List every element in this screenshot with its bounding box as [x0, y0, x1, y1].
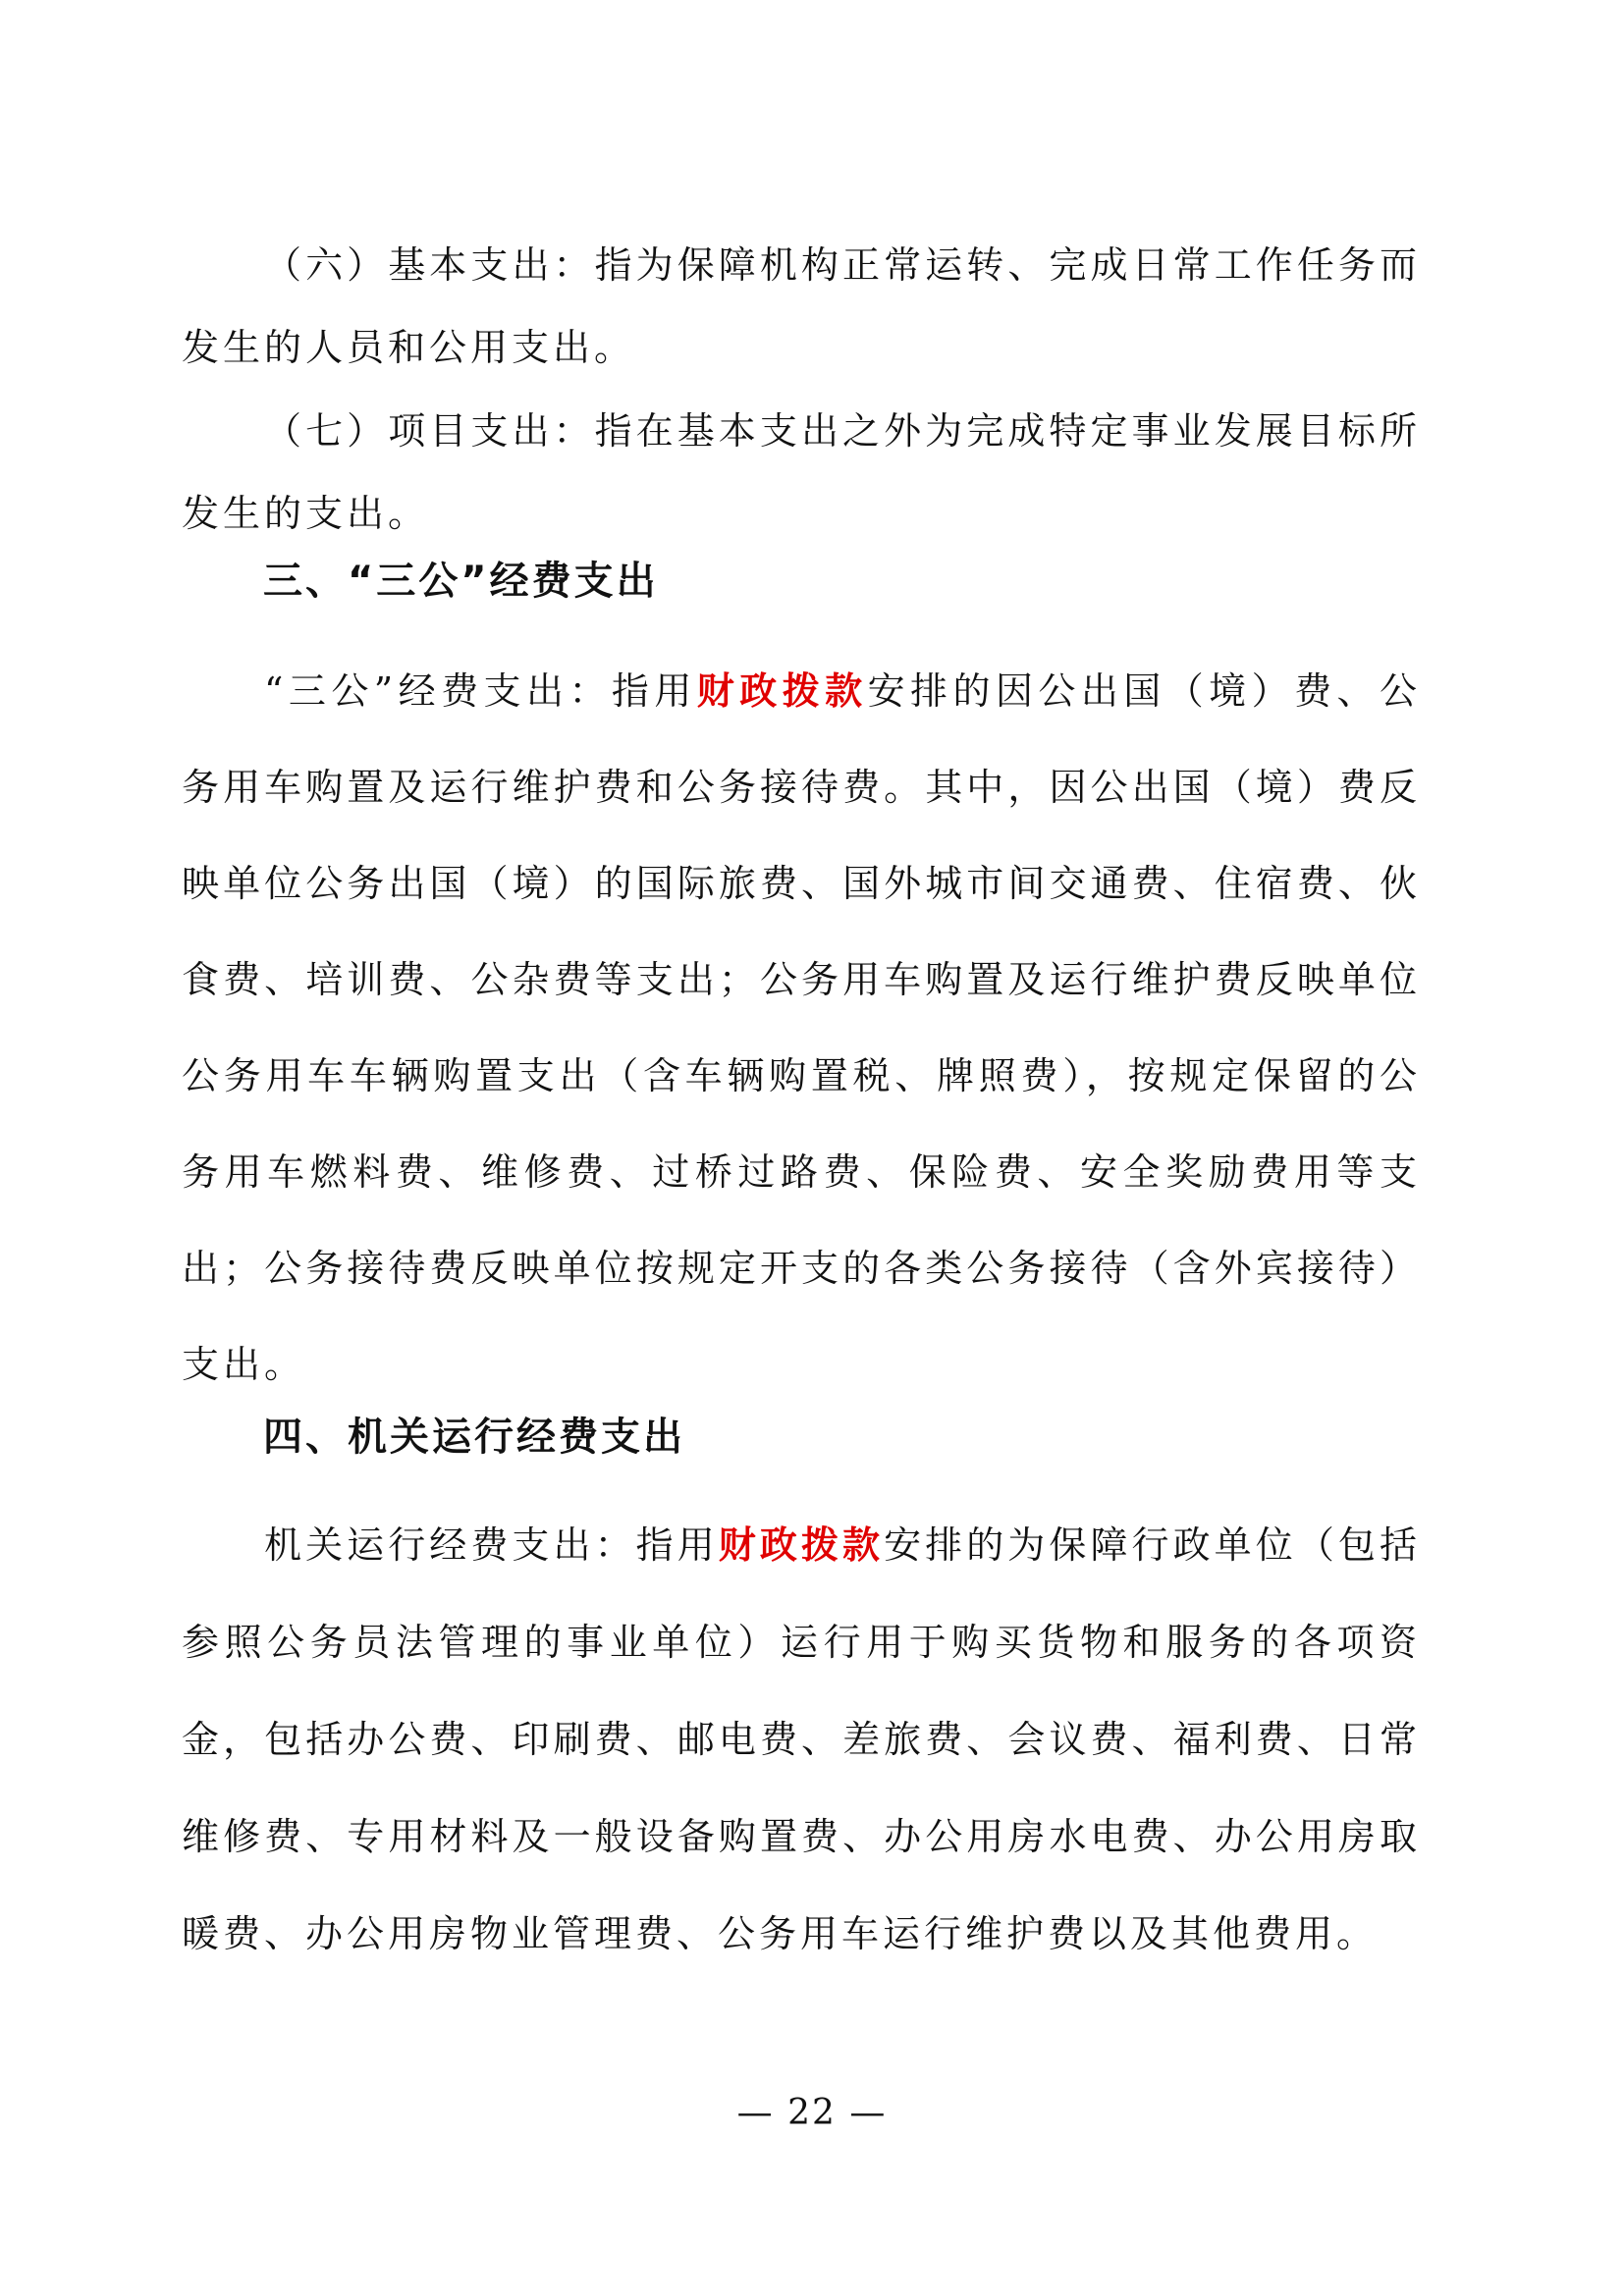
highlight-fiscal-appropriation: 财政拨款: [718, 1522, 885, 1567]
text-segment: 安排的为保障行政单位（包括参照公务员法管理的事业单位）运行用于购买货物和服务的各项资金，包括办公费、印刷费、邮电费、差旅费、会议费、福利费、日常维修费、专用材料及一般设备购置费、办公用房水电费、办公用房取暖费、办公用房物业管理费、公务用车运行维护费以及其他费用。: [182, 1523, 1421, 1955]
paragraph-three-public-expenditure: [182, 643, 1421, 1413]
paragraph-basic-expenditure: （六）基本支出：指为保障机构正常运转、完成日常工作任务而发生的人员和公用支出。: [182, 243, 1421, 369]
page-number: — 22 —: [736, 2093, 888, 2133]
section-heading-three-public: 三、“三公”经费支出: [263, 559, 659, 604]
section-heading-operating-expenses: 四、机关运行经费支出: [263, 1415, 685, 1460]
paragraph-project-expenditure: （七）项目支出：指在基本支出之外为完成特定事业发展目标所发生的支出。: [182, 409, 1421, 535]
text-segment: “三公”经费支出：指用: [264, 669, 697, 713]
paragraph-operating-expenses: [182, 1496, 1421, 1983]
text-segment: 安排的因公出国（境）费、公务用车购置及运行维护费和公务接待费。其中，因公出国（境）费反映单位公务出国（境）的国际旅费、国外城市间交通费、住宿费、伙食费、培训费、公杂费等支出；公务用车购置及运行维护费反映单位公务用车车辆购置支出（含车辆购置税、牌照费），按规定保留的公务用车燃料费、维修费、过桥过路费、保险费、安全奖励费用等支出；公务接待费反映单位按规定开支的各类公务接待（含外宾接待）支出。: [182, 669, 1421, 1386]
highlight-fiscal-appropriation: 财政拨款: [696, 668, 868, 713]
text-segment: 机关运行经费支出：指用: [264, 1523, 719, 1567]
